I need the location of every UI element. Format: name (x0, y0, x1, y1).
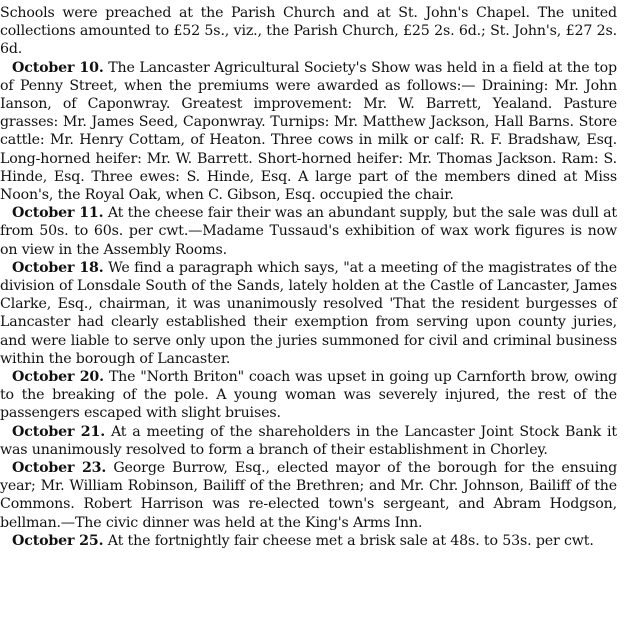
paragraph-text: George Burrow, Esq., elected mayor of the borough for the ensuing year; Mr. William Robinson, Bailiff of the Brethren; and Mr. Chr. Johnson, Bailiff of the Commons. Robert Harrison was re-elected town's sergeant, and Abram Hodgson, bellman.—The civic dinner was held at the King's Arms Inn. (0, 460, 617, 531)
entry-date: October 21. (12, 423, 105, 440)
paragraph-october-20 (0, 368, 617, 423)
entry-date: October 10. (12, 59, 104, 76)
paragraph-text: At the cheese fair their was an abundant supply, but the sale was dull at from 50s. to 60s. per cwt.—Madame Tussaud's exhibition of wax work figures is now on view in the Assembly Rooms. (0, 205, 617, 258)
paragraph-october-25 (0, 532, 617, 550)
entry-date: October 20. (12, 369, 104, 386)
paragraph-october-23 (0, 459, 617, 532)
paragraph-october-21 (0, 423, 617, 459)
paragraph-october-18 (0, 259, 617, 368)
paragraph-text: Schools were preached at the Parish Church and at St. John's Chapel. The united collections amounted to £52 5s., viz., the Parish Church, £25 2s. 6d.; St. John's, £27 2s. 6d. (0, 5, 617, 58)
entry-date: October 23. (12, 460, 107, 477)
paragraph-october-10 (0, 59, 617, 205)
paragraph-text: At a meeting of the shareholders in the Lancaster Joint Stock Bank it was unanimously resolved to form a branch of their establishment in Chorley. (0, 423, 617, 458)
entry-date: October 25. (12, 532, 104, 549)
paragraph-october-11 (0, 204, 617, 259)
paragraph-text: The Lancaster Agricultural Society's Show was held in a field at the top of Penny Street, when the premiums were awarded as follows:— Draining: Mr. John Ianson, of Caponwray. Greatest improvement: Mr. W. Barrett, Yealand. Pasture grasses: Mr. James Seed, Caponwray. Turnips: Mr. Matthew Jackson, Hall Barns. Store cattle: Mr. Henry Cottam, of Heaton. Three cows in milk or calf: R. F. Bradshaw, Esq. Long-horned heifer: Mr. W. Barrett. Short-horned heifer: Mr. Thomas Jackson. Ram: S. Hinde, Esq. Three ewes: S. Hinde, Esq. A large part of the members dined at Miss Noon's, the Royal Oak, when C. Gibson, Esq. occupied the chair. (0, 59, 617, 204)
entry-date: October 11. (12, 205, 104, 222)
paragraph-schools (0, 4, 617, 59)
entry-date: October 18. (12, 259, 104, 276)
paragraph-text: The "North Briton" coach was upset in going up Carnforth brow, owing to the breaking of the pole. A young woman was severely injured, the rest of the passengers escaped with slight bruises. (0, 369, 617, 422)
paragraph-text: We find a paragraph which says, "at a meeting of the magistrates of the division of Lonsdale South of the Sands, lately holden at the Castle of Lancaster, James Clarke, Esq., chairman, it was unanimously resolved 'That the resident burgesses of Lancaster had clearly established their exemption from serving upon county juries, and were liable to serve only upon the juries summoned for civil and criminal business within the borough of Lancaster. (0, 259, 617, 367)
paragraph-text: At the fortnightly fair cheese met a brisk sale at 48s. to 53s. per cwt. (107, 532, 594, 549)
